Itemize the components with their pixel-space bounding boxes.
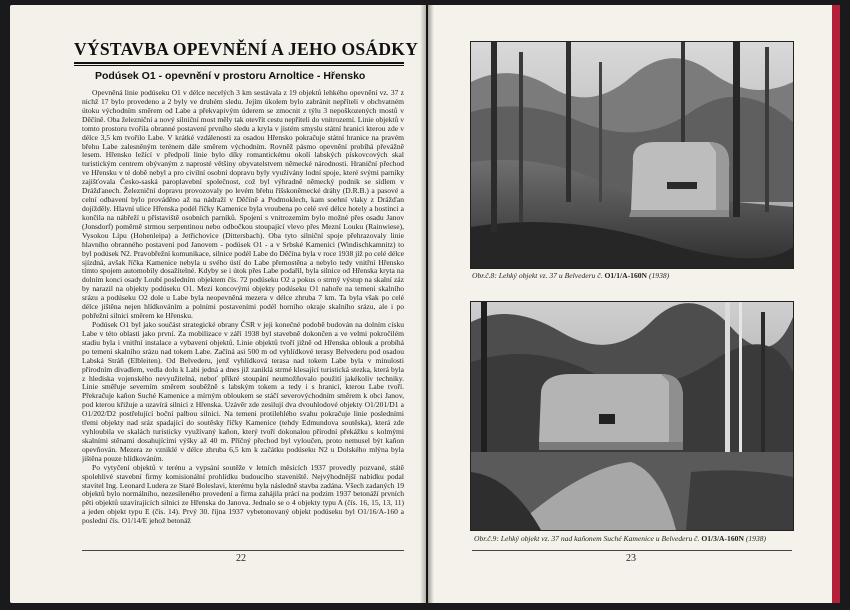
section-subtitle: Podúsek O1 - opevnění v prostoru Arnoltice - Hřensko xyxy=(95,70,366,82)
footer-rule xyxy=(82,550,404,551)
caption-9-code: O1/3/A-160N xyxy=(701,534,744,543)
page-number-left: 22 xyxy=(236,553,246,564)
bunker-forest-photo-2 xyxy=(471,302,793,530)
paragraph-3: Po vytyčení objektů v terénu a vypsání soutěže v letních měsících 1937 provedly pozvané, státě spolehlivé stavební firmy komisionální prohlídku budoucího staveniště. Nejvýhodnější nabídku podal stavitel Ing. Leonard Ludera ze Staré Boleslavi, kterému byla následně stavba zadána. Všech zadaných 19 objektů bylo normálního, nezesíleného provedení a firma zahájila práci na podzim 1937 betonáží prvních pěti objektů uzavírajících silnici ze Hřenska do Janova. Jednalo se o 4 objekty typu A (čís. 16, 15, 13, 11) a jeden objekt typu E (čís. 14). Prvý 30. října 1937 vybetonovaný objekt podúseku byl O1/16/A-160 a poslední čís. O1/14/E jehož betonáž xyxy=(82,462,404,526)
page-number-right: 23 xyxy=(626,553,636,564)
body-text xyxy=(82,89,404,542)
book-spread xyxy=(10,5,840,605)
photo-bunker-canyon xyxy=(470,301,794,531)
caption-8-code: O1/1/A-160N xyxy=(604,271,648,280)
footer-rule-right xyxy=(472,550,792,551)
left-page xyxy=(10,5,426,603)
caption-9-text: Obr.č.9: Lehký objekt vz. 37 nad kaňonem Suché Kamenice u Belvederu č. xyxy=(474,534,700,543)
caption-8-text: Obr.č.8: Lehký objekt vz. 37 u Belvederu č. xyxy=(472,271,603,280)
caption-8-year: (1938) xyxy=(648,271,670,280)
figure-8-caption xyxy=(472,271,669,280)
paragraph-1: Opevněná linie podúseku O1 v délce necelých 3 km sestávala z 19 objektů lehkého opevnění vz. 37 z nichž 17 bylo provedeno a 2 byly ve druhém sledu. Jejím úkolem bylo zabránit nepříteli v obchvatném útoku východním směrem od Labe a překvapivým úderem se zmocnit z týlu 3 nepoškozených mostů v Děčíně. Oba železniční a nový silniční most měly tak otevřít cestu nepříteli do vnitrozemí. Linie objektů v tomto prostoru tvořila obranné postavení prvního sledu a kryla v jistém smyslu státní hranici kterou zde v délce 3,5 km tvořilo Labe. V krátké vzdálenosti za osadou Hřensko pokračuje státní hranice na pravém břehu Labe zalesněným terénem dále směrem východním. Rovněž pásmo opevnění probíhá převážně lesem. Hřensko ležící v předpolí linie bylo díky romantickému okolí labských pískovcových skal turistickým centrem obývaným z naprosté většiny obyvatelstvem německé národnosti. Hraniční přechod ve Hřensku v té době nebyl a pro civilní osobní dopravu byly využívány lodní spoje, které svými parníky zajišťovala Česko-saská paroplavební společnost, což byl výhradně německý podnik se sídlem v Drážďanech. Železniční dopravu provozovaly po levém břehu říšskoněmecké dráhy (D.R.B.) a pasové a celní odbavení bylo prováděno až na nádraží v Děčíně a Podmoklech, kam soehní vlaky z Drážďan dojížděly. Hlavní ulice Hřenska podél říčky Kamenice byla vroubena po celé své délce hotely a hostinci a končila na nábřeží u přístaviště osobních parníků. Spojení s vnitrozemím bylo možné přes osadu Janov (Jonsdorf) poměrně strmou serpentinou nebo odbočkou stoupající vlevo přes Mezní Louku (Rainwiese), Vysokou Lípu (Hohenleipa) a Jetřichovice (Dittersbach). Oba tyto silniční spoje přehrazovaly linie hlavního obranného postavení pod Janovem - podúsek O1 - a v Srbské Kamenici (Windischkamnitz) to byl podúsek N2. Pravobřežní komunikace, silnice podél Labe do Děčína byla v roce 1938 jíž po celé délce sjízdná, avšak říčka Kamenice nebyla u svého ústí do Labe přemostěna a nebylo tedy vnitřní Hřensko tímto spojem automobily dosažitelné. Kdyby se i útok přes Labe podařil, byla silnice od Hřenska kryta na dolním konci osady Loubí posledním objektem čís. 72 podúseku O2 a pokus o strmý výstup na skalní záz by narazil na objekty podúseku O1. Mezi koncovými objekty podúseku O1 nahoře na temeni skalního srázu a podúseku O2 dole u Labe byla neopevněná mezera v délce zhruba 7 km. Ta byla však po celé délce jištěna nejen hlídkováním a polními postaveními podél horního okraje skalního srázu, ale i po pobřežní silnici směrem ke Hřensku. xyxy=(82,89,404,321)
caption-9-year: (1938) xyxy=(745,534,767,543)
chapter-title: VÝSTAVBA OPEVNĚNÍ A JEHO OSÁDKY xyxy=(74,39,419,59)
right-page xyxy=(428,5,840,603)
figure-9-caption xyxy=(474,534,766,543)
binding-edge xyxy=(832,5,840,603)
paragraph-2: Podúsek O1 byl jako součást strategické obrany ČSR v jeji konečné podobě budován na dolním císku Labe v této oblasti jako první. Za mobilizace v září 1938 byl stavebně dokončen a ve velmi pokročilém stadiu byla i vnitřní instalace a vybavení objektů. Linie objektů tvoří jižně od Hřenska oblouk a probíhá po temeni skalního srázu nad tokem Labe. Začíná asi 500 m od vyhlídkové terasy Belvederu pod osadou Labská Stráň (Elbleiten). Od Belvederu, jenž vyhlídková terasa nad tokem Labe byla v minulosti přírodním divadlem, vedla dolu k Labi jedná a dnes již zaniklá strmé klesající turistická stezka, která byla z hlediska vojenského nevyužitelná, neboť příkré stoupání neumožňovalo použití jakékoliv techniky. Linie směřuje severním směrem souběžně s labským tokem a tedy i s hranicí, kterou Labe tvoří. Překračuje kaňon Suché Kamenice a mírným obloukem se stáčí severovýchodním směrem k obci Janov, pod kterou křižuje a uzavírá silnici z Hřenska. Uzávěr zde zesilují dva dvouhlodové objekty O1/201/D1 a O1/202/D2 postřelující boční palbou silnici. Na temeni protilehlého svahu pokračuje linie posledními třemi objekty nad sráz spadající do soutěsky říčky Kamenice (tehdy Edmundova soutěska), která zde vyhloubila ve skalách turisticky využívaný kaňon, který tvoří dokonalou přírodní překážku s kolmými skalními stěnami dosahujícími výšky až 40 m. Příčný přechod byl vyloučen, proto nemusel být kaňon opevňován. Mezera ze vzniklé v délce zhruba 6,5 km k začátku podúseku N2 u Dolského mlýna byla jištěna pouze hlídkováním. xyxy=(82,319,404,463)
photo-bunker-belveder xyxy=(470,41,794,269)
title-rule xyxy=(74,62,404,66)
bunker-forest-photo-1 xyxy=(471,42,793,268)
book-gutter-shadow xyxy=(420,5,434,603)
